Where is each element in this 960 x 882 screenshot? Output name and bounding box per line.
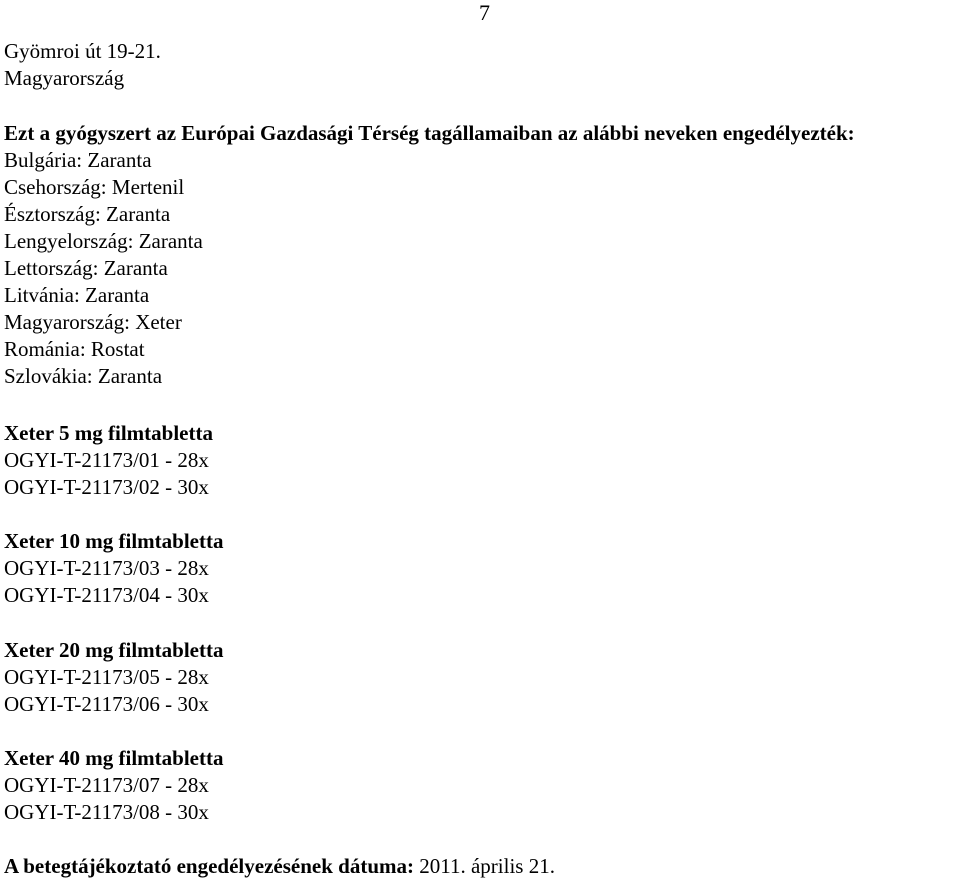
approval-label: A betegtájékoztató engedélyezésének dátuma:: [4, 854, 414, 878]
address-line-1: Gyömroi út 19-21.: [4, 39, 161, 63]
pack-item: OGYI-T-21173/04 - 30x: [4, 583, 209, 607]
pack-item: OGYI-T-21173/06 - 30x: [4, 692, 209, 716]
pack-item: OGYI-T-21173/02 - 30x: [4, 475, 209, 499]
country-item: Románia: Rostat: [4, 337, 145, 361]
country-item: Litvánia: Zaranta: [4, 283, 150, 307]
approval-date: 2011. április 21.: [419, 854, 555, 878]
country-item: Lengyelország: Zaranta: [4, 229, 203, 253]
product-title: Xeter 20 mg filmtabletta: [4, 638, 224, 662]
product-title: Xeter 5 mg filmtabletta: [4, 421, 213, 445]
page-number: 7: [479, 0, 490, 25]
pack-item: OGYI-T-21173/08 - 30x: [4, 800, 209, 824]
pack-item: OGYI-T-21173/01 - 28x: [4, 448, 209, 472]
country-item: Észtország: Zaranta: [4, 202, 171, 226]
country-item: Szlovákia: Zaranta: [4, 364, 163, 388]
country-item: Lettország: Zaranta: [4, 256, 168, 280]
approval-line: [4, 853, 555, 879]
country-item: Magyarország: Xeter: [4, 310, 182, 334]
address-line-2: Magyarország: [4, 66, 125, 90]
pack-item: OGYI-T-21173/03 - 28x: [4, 556, 209, 580]
pack-item: OGYI-T-21173/05 - 28x: [4, 665, 209, 689]
country-item: Csehország: Mertenil: [4, 175, 185, 199]
product-title: Xeter 10 mg filmtabletta: [4, 529, 224, 553]
country-item: Bulgária: Zaranta: [4, 148, 152, 172]
pack-item: OGYI-T-21173/07 - 28x: [4, 773, 209, 797]
eea-heading: Ezt a gyógyszert az Európai Gazdasági Térség tagállamaiban az alábbi neveken engedélyezték:: [4, 121, 855, 145]
product-title: Xeter 40 mg filmtabletta: [4, 746, 224, 770]
